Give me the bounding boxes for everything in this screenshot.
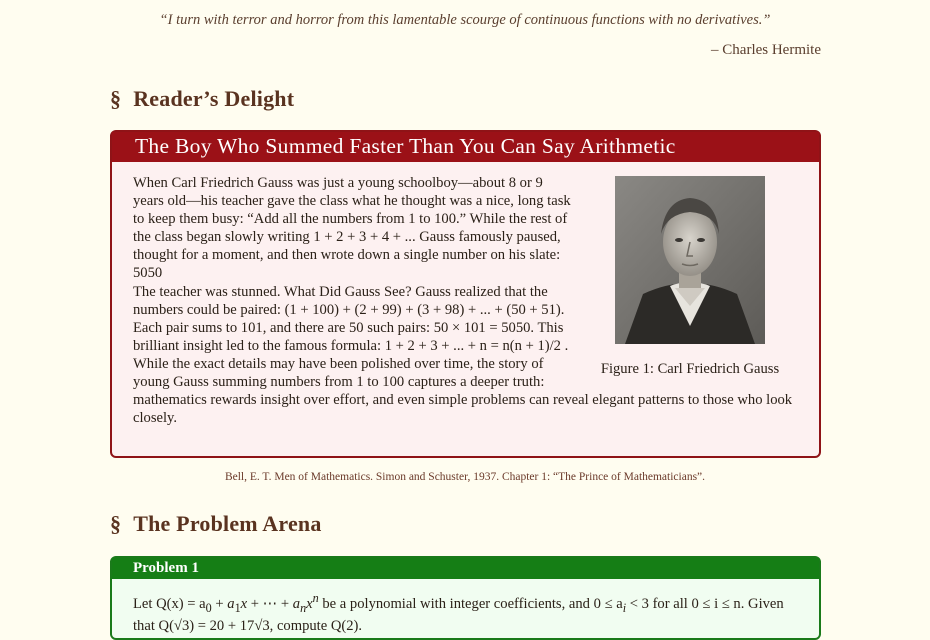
- story-paragraph-3: While the exact details may have been polished over time, the story of young Gauss summing numbers from 1 to 100 captures a deeper truth: mathematics rewards insight over effort, and even simple problems can reveal elegant patterns to those who look closely.: [133, 355, 793, 427]
- section-heading-readers-delight: [110, 86, 294, 112]
- problem-title: Problem 1: [112, 558, 819, 579]
- section-mark: §: [110, 511, 122, 536]
- section-title: Reader’s Delight: [133, 86, 295, 111]
- gauss-portrait-image: [615, 176, 765, 344]
- story-paragraph-1: When Carl Friedrich Gauss was just a young schoolboy—about 8 or 9 years old—his teacher gave the class what he thought was a nice, long task to keep them busy: “Add all the numbers from 1 to 100.” While the rest of the class began slowly writing 1 + 2 + 3 + 4 + ... Gauss famously paused, thought for a moment, and then wrote down a single number on his slate: 5050: [133, 175, 571, 282]
- story-body: [133, 174, 797, 427]
- problem-text-part: < 3 for all 0 ≤ i ≤ n. Given that Q(√3) = 20 + 17√3, compute Q(2).: [133, 595, 784, 634]
- problem-box: [110, 556, 821, 640]
- problem-statement: Let $Q(x) = a_0 + a_1x$ + ⋯ + $a_nx^n$ be a polynomial with integer coefficients, and $0 \le a_i < 3$ for all 0 ≤ i ≤ n. Given that Q(√3) = 20 + 17√3, compute Q(2).: [133, 591, 784, 634]
- epigraph-quote: “I turn with terror and horror from this lamentable scourge of continuous functions with no derivatives.”: [159, 12, 771, 28]
- figure-caption: Figure 1: Carl Friedrich Gauss: [600, 361, 780, 377]
- figure: [583, 174, 797, 378]
- problem-text-part: be a polynomial with integer coefficients, and 0 ≤ a: [318, 595, 623, 612]
- epigraph-author: – Charles Hermite: [711, 42, 821, 58]
- section-title: The Problem Arena: [133, 511, 322, 536]
- section-heading-problem-arena: [110, 511, 322, 537]
- story-box: [110, 130, 821, 458]
- citation: Bell, E. T. Men of Mathematics. Simon and Schuster, 1937. Chapter 1: “The Prince of Mathematicians”.: [224, 471, 706, 483]
- story-title: The Boy Who Summed Faster Than You Can Say Arithmetic: [112, 132, 819, 162]
- story-paragraph-2: The teacher was stunned. What Did Gauss See? Gauss realized that the numbers could be paired: (1 + 100) + (2 + 99) + (3 + 98) + ... + (50 + 51). Each pair sums to 101, and there are 50 such pairs: 50 × 101 = 5050. This brilliant insight led to the famous formula: 1 + 2 + 3 + ... + n = n(n + 1)/2 .: [133, 283, 569, 354]
- problem-text-part: Let Q(x) = a: [133, 595, 206, 612]
- section-mark: §: [110, 86, 122, 111]
